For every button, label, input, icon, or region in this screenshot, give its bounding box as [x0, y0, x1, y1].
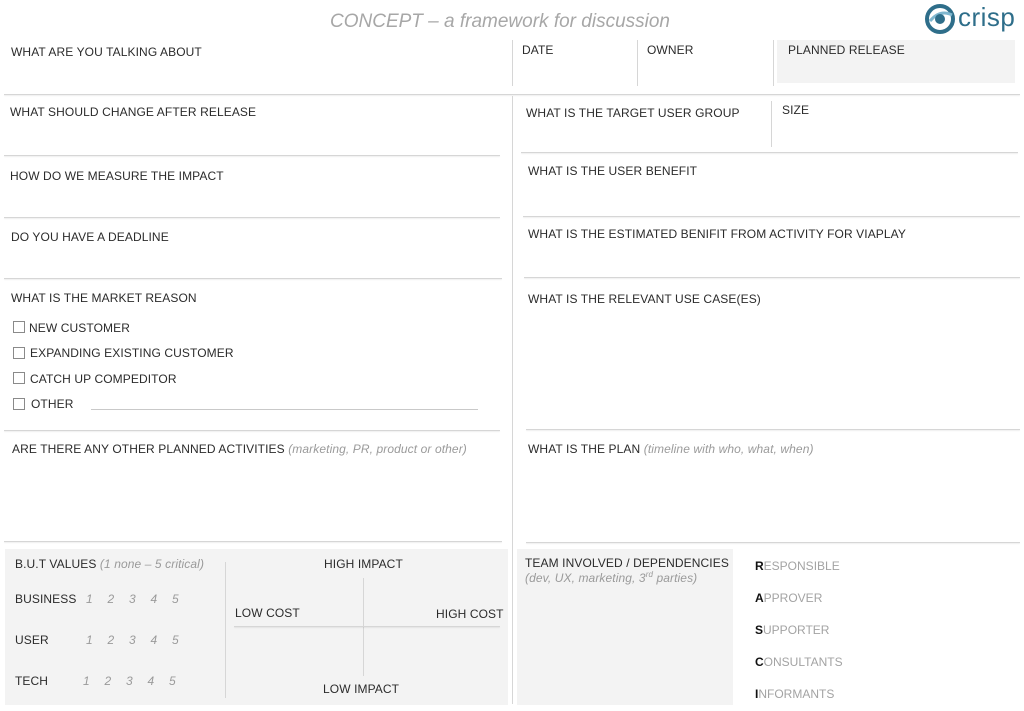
expanding-customer-label: EXPANDING EXISTING CUSTOMER	[30, 346, 234, 360]
but-values-text: B.U.T VALUES	[15, 557, 97, 571]
but-values-hint: (1 none – 5 critical)	[99, 557, 205, 571]
date-label: DATE	[522, 43, 554, 57]
scale-5[interactable]: 5	[172, 592, 179, 606]
plan-label	[528, 442, 814, 456]
team-title: TEAM INVOLVED / DEPENDENCIES	[525, 556, 729, 570]
business-scale[interactable]	[86, 592, 194, 606]
high-impact-label: HIGH IMPACT	[324, 557, 403, 571]
raci-rest: ONSULTANTS	[763, 655, 843, 669]
owner-label: OWNER	[647, 43, 694, 57]
raci-responsible	[755, 559, 840, 573]
raci-informants	[755, 687, 834, 701]
scale-5[interactable]: 5	[169, 674, 176, 688]
other-input-line[interactable]	[91, 409, 478, 410]
but-values-panel	[5, 549, 508, 705]
scale-1[interactable]: 1	[83, 674, 90, 688]
raci-initial: C	[755, 655, 764, 669]
tech-scale[interactable]	[83, 674, 191, 688]
other-activities-hint: (marketing, PR, product or other)	[288, 442, 467, 456]
raci-rest: NFORMANTS	[758, 687, 835, 701]
divider	[521, 152, 1018, 153]
new-customer-checkbox[interactable]	[13, 321, 25, 333]
user-benefit-label: WHAT IS THE USER BENEFIT	[528, 164, 698, 178]
expanding-customer-checkbox[interactable]	[13, 347, 25, 359]
divider	[773, 40, 774, 86]
center-divider	[512, 96, 513, 704]
user-label: USER	[15, 633, 49, 647]
scale-2[interactable]: 2	[104, 674, 112, 688]
raci-initial: A	[755, 591, 764, 605]
logo-text: crisp	[958, 2, 1016, 32]
target-user-group-label: WHAT IS THE TARGET USER GROUP	[526, 106, 740, 120]
catch-up-label: CATCH UP COMPEDITOR	[30, 372, 177, 386]
matrix-horizontal-axis	[234, 626, 500, 627]
scale-4[interactable]: 4	[150, 633, 158, 647]
divider	[4, 217, 500, 218]
divider	[4, 94, 1020, 95]
low-cost-label: LOW COST	[235, 606, 300, 620]
scale-3[interactable]: 3	[129, 592, 136, 606]
measure-impact-label: HOW DO WE MEASURE THE IMPACT	[10, 169, 224, 183]
divider	[4, 430, 500, 431]
divider	[523, 216, 1020, 217]
divider	[637, 40, 638, 86]
low-impact-label: LOW IMPACT	[323, 682, 400, 696]
planned-release-label: PLANNED RELEASE	[788, 43, 905, 57]
team-hint-after: parties)	[653, 571, 698, 585]
scale-1[interactable]: 1	[86, 633, 93, 647]
use-cases-label: WHAT IS THE RELEVANT USE CASE(ES)	[528, 292, 761, 306]
divider	[526, 542, 1020, 543]
team-hint-sup: rd	[645, 570, 654, 579]
team-hint	[525, 570, 697, 585]
raci-initial: R	[755, 559, 764, 573]
page-title: CONCEPT – a framework for discussion	[330, 11, 670, 32]
crisp-logo-icon	[924, 3, 958, 35]
matrix-divider	[225, 562, 226, 698]
tech-label: TECH	[15, 674, 49, 688]
raci-rest: ESPONSIBLE	[763, 559, 840, 573]
scale-4[interactable]: 4	[147, 674, 155, 688]
change-after-release-label: WHAT SHOULD CHANGE AFTER RELEASE	[10, 105, 257, 119]
raci-initial: S	[755, 623, 764, 637]
divider	[4, 155, 500, 156]
user-scale[interactable]	[86, 633, 194, 647]
scale-3[interactable]: 3	[129, 633, 136, 647]
divider	[526, 429, 1020, 430]
raci-initial: I	[755, 687, 759, 701]
scale-1[interactable]: 1	[86, 592, 93, 606]
divider	[524, 277, 1020, 278]
divider	[4, 541, 502, 542]
but-values-title	[15, 557, 204, 571]
divider	[4, 278, 502, 279]
high-cost-label: HIGH COST	[436, 607, 504, 621]
plan-hint: (timeline with who, what, when)	[643, 442, 814, 456]
market-reason-label: WHAT IS THE MARKET REASON	[11, 291, 197, 305]
plan-text: WHAT IS THE PLAN	[528, 442, 641, 456]
raci-supporter	[755, 623, 829, 637]
matrix-vertical-axis	[363, 578, 364, 676]
business-label: BUSINESS	[15, 592, 77, 606]
raci-consultants	[755, 655, 843, 669]
other-activities-label	[12, 442, 467, 456]
scale-3[interactable]: 3	[126, 674, 133, 688]
deadline-label: DO YOU HAVE A DEADLINE	[11, 230, 169, 244]
catch-up-checkbox[interactable]	[13, 372, 25, 384]
other-checkbox[interactable]	[13, 398, 25, 410]
divider	[512, 40, 513, 86]
scale-4[interactable]: 4	[150, 592, 158, 606]
crisp-logo	[924, 3, 1019, 35]
scale-5[interactable]: 5	[172, 633, 179, 647]
new-customer-label: NEW CUSTOMER	[29, 321, 130, 335]
other-activities-text: ARE THERE ANY OTHER PLANNED ACTIVITIES	[12, 442, 285, 456]
raci-approver	[755, 591, 822, 605]
scale-2[interactable]: 2	[107, 592, 115, 606]
size-label: SIZE	[782, 103, 810, 117]
other-label: OTHER	[31, 397, 74, 411]
divider	[771, 101, 772, 147]
scale-2[interactable]: 2	[107, 633, 115, 647]
team-hint-before: (dev, UX, marketing, 3	[525, 571, 646, 585]
estimated-benefit-label: WHAT IS THE ESTIMATED BENIFIT FROM ACTIVITY FOR VIAPLAY	[528, 227, 906, 241]
raci-rest: PPROVER	[763, 591, 823, 605]
raci-rest: UPPORTER	[763, 623, 830, 637]
what-talking-label: WHAT ARE YOU TALKING ABOUT	[11, 45, 202, 59]
